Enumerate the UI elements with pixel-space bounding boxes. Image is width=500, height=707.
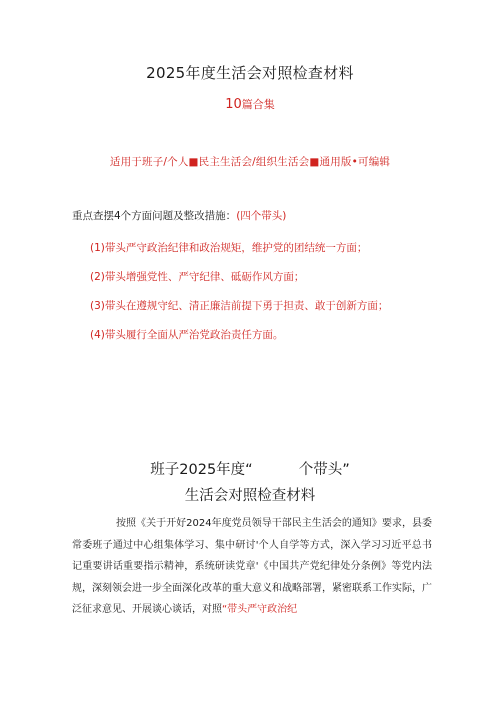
section-paragraph: [72, 513, 432, 621]
paragraph-highlight: “带头严守政治纪: [222, 604, 298, 615]
focus-item: (3)带头在遵规守纪、清正廉洁前提下勇于担责、敢于创新方面；: [90, 300, 389, 312]
collection-suffix: 篇合集: [241, 98, 275, 111]
focus-item: (2)带头增强党性、严守纪律、砥砺作风方面；: [90, 271, 305, 283]
collection-count: 10: [225, 97, 242, 112]
focus-item-list: [90, 241, 388, 357]
document-title: 2025年度生活会对照检查材料: [146, 64, 354, 82]
section-title-line2: 生活会对照检查材料: [184, 488, 316, 504]
collection-subtitle: [0, 96, 500, 112]
section-title-part-b: 个带头”: [298, 462, 350, 478]
paragraph-main: 按照《关于开好2024年度党员领导干部民主生活会的通知》要求，县委常委班子通过中心组集体学习、集中研讨'个人自学等方式，深入学习习近平总书记重要讲话重要指示精神，系统研读党章'《中国共产党纪律处分条例》等党内法规，深刻领会进一步全面深化改革的重大意义和战略部署，紧密联系工作实际，广泛征求意见、开展谈心谈话，对照: [72, 518, 432, 615]
section-title-part-a: 班子2025年度“: [150, 462, 253, 478]
focus-item: (1)带头严守政治纪律和政治规矩，维护党的团结统一方面；: [90, 242, 368, 254]
focus-item: (4)带头履行全面从严治党政治责任方面。: [90, 329, 284, 341]
focus-heading: [72, 208, 286, 223]
focus-note: (四个带头): [236, 210, 287, 222]
section-title-line1: [0, 458, 500, 479]
focus-label: 重点查摆4个方面问题及整改措施：: [72, 210, 237, 222]
applies-to-line: 适用于班子/个人■民主生活会/组织生活会■通用版•可编辑: [109, 156, 391, 168]
